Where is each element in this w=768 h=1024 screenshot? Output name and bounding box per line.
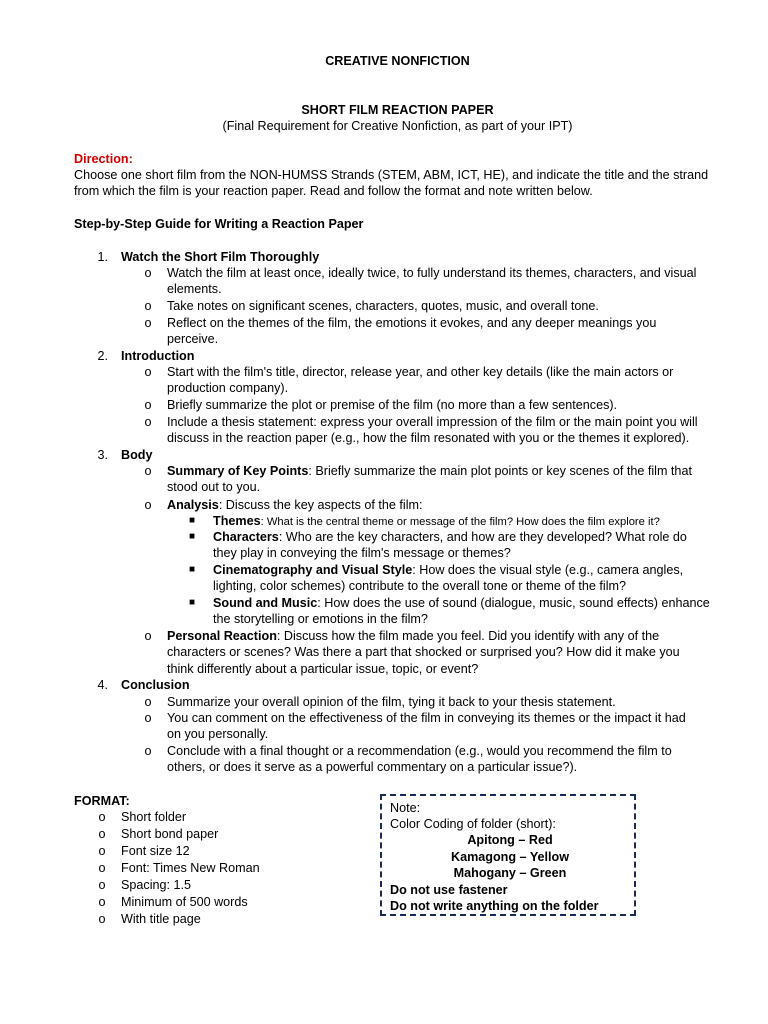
personal-text: : Discuss how the film made you feel. Did you identify with any of the xyxy=(276,629,660,643)
bullet-marker: o xyxy=(98,827,106,841)
step-title: Introduction xyxy=(121,349,195,363)
format-item: Minimum of 500 words xyxy=(121,895,248,909)
list-item: Reflect on the themes of the film, the emotions it evokes, and any deeper meanings you xyxy=(167,316,657,330)
bullet-marker: o xyxy=(144,398,152,412)
bullet-marker: o xyxy=(144,266,152,280)
step-number: 2. xyxy=(97,349,108,363)
list-item: Take notes on significant scenes, characters, quotes, music, and overall tone. xyxy=(167,299,599,313)
square-bullet-icon: ■ xyxy=(188,564,196,575)
summary-text: : Briefly summarize the main plot points or key scenes of the film that xyxy=(308,464,692,478)
note-rule-folder: Do not write anything on the folder xyxy=(390,899,599,913)
list-item: characters or scenes? Was there a part that shocked or surprised you? How did it make you xyxy=(167,645,680,659)
list-item: Include a thesis statement: express your overall impression of the film or the main point you will xyxy=(167,415,698,429)
sub-item xyxy=(213,595,710,612)
bullet-marker: o xyxy=(144,365,152,379)
direction-line-1: Choose one short film from the NON-HUMSS Strands (STEM, ABM, ICT, HE), and indicate the title and the strand xyxy=(74,168,709,182)
bullet-marker: o xyxy=(144,498,152,512)
note-box xyxy=(380,794,636,916)
bullet-marker: o xyxy=(144,299,152,313)
format-item: Font: Times New Roman xyxy=(121,861,260,875)
color-coding-label: Color Coding of folder (short): xyxy=(390,817,556,831)
list-item: elements. xyxy=(167,282,222,296)
square-bullet-icon: ■ xyxy=(188,597,196,608)
list-item xyxy=(167,628,659,645)
step-number: 4. xyxy=(97,678,108,692)
square-bullet-icon: ■ xyxy=(188,531,196,542)
bullet-marker: o xyxy=(98,895,106,909)
list-item xyxy=(167,497,423,514)
sub-item xyxy=(213,529,687,546)
bullet-marker: o xyxy=(98,861,106,875)
list-item: others, or does it serve as a powerful commentary on a particular issue?). xyxy=(167,760,578,774)
bullet-marker: o xyxy=(98,810,106,824)
color-kamagong: Kamagong – Yellow xyxy=(450,850,570,864)
sub-item-text: : What is the central theme or message of the film? How does the film explore it? xyxy=(260,516,660,528)
list-item: think differently about a particular issue, topic, or event? xyxy=(167,662,479,676)
list-item: on you personally. xyxy=(167,727,269,741)
sub-item-label: Sound and Music xyxy=(213,596,318,610)
direction-label: Direction: xyxy=(74,152,133,166)
guide-heading: Step-by-Step Guide for Writing a Reaction Paper xyxy=(74,217,364,231)
step-number: 1. xyxy=(97,250,108,264)
bullet-marker: o xyxy=(144,695,152,709)
sub-item: lighting, color schemes) contribute to the overall tone or theme of the film? xyxy=(213,579,627,593)
list-item: Watch the film at least once, ideally twice, to fully understand its themes, characters, and visual xyxy=(167,266,697,280)
sub-item-label: Cinematography and Visual Style xyxy=(213,563,413,577)
square-bullet-icon: ■ xyxy=(188,515,196,526)
list-item: Start with the film's title, director, release year, and other key details (like the main actors or xyxy=(167,365,674,379)
step-title: Conclusion xyxy=(121,678,190,692)
format-item: With title page xyxy=(121,912,201,926)
step-number: 3. xyxy=(97,448,108,462)
list-item: perceive. xyxy=(167,332,219,346)
list-item: production company). xyxy=(167,381,289,395)
direction-line-2: from which the film is your reaction paper. Read and follow the format and note written below. xyxy=(74,184,593,198)
document-title: CREATIVE NONFICTION xyxy=(325,54,470,68)
list-item: You can comment on the effectiveness of the film in conveying its themes or the impact it had xyxy=(167,711,686,725)
note-rule-fastener: Do not use fastener xyxy=(390,883,508,897)
analysis-text: : Discuss the key aspects of the film: xyxy=(218,498,423,512)
format-item: Short folder xyxy=(121,810,187,824)
bullet-marker: o xyxy=(144,711,152,725)
bullet-marker: o xyxy=(144,316,152,330)
summary-label: Summary of Key Points xyxy=(167,464,309,478)
color-mahogany: Mahogany – Green xyxy=(453,866,567,880)
list-item: Summarize your overall opinion of the film, tying it back to your thesis statement. xyxy=(167,695,616,709)
bullet-marker: o xyxy=(98,844,106,858)
step-title: Body xyxy=(121,448,153,462)
bullet-marker: o xyxy=(98,912,106,926)
step-title: Watch the Short Film Thoroughly xyxy=(121,250,320,264)
format-heading: FORMAT: xyxy=(74,794,130,808)
sub-item-text: : How does the visual style (e.g., camera angles, xyxy=(412,563,684,577)
bullet-marker: o xyxy=(144,415,152,429)
paper-title: SHORT FILM REACTION PAPER xyxy=(301,103,494,117)
list-item xyxy=(167,463,692,480)
sub-item-text: : Who are the key characters, and how are they developed? What role do xyxy=(278,530,687,544)
bullet-marker: o xyxy=(144,464,152,478)
list-item: discuss in the reaction paper (e.g., how the film resonated with you or the themes it explored). xyxy=(167,431,690,445)
note-label: Note: xyxy=(390,801,421,815)
analysis-label: Analysis xyxy=(167,498,219,512)
sub-item xyxy=(213,513,660,531)
sub-item-label: Characters xyxy=(213,530,279,544)
list-item: Briefly summarize the plot or premise of the film (no more than a few sentences). xyxy=(167,398,618,412)
bullet-marker: o xyxy=(144,629,152,643)
sub-item-label: Themes xyxy=(213,514,261,528)
sub-item: the storytelling or emotions in the film? xyxy=(213,612,428,626)
format-item: Font size 12 xyxy=(121,844,190,858)
list-item: stood out to you. xyxy=(167,480,261,494)
color-apitong: Apitong – Red xyxy=(467,833,553,847)
sub-item: they play in conveying the film's message or themes? xyxy=(213,546,511,560)
bullet-marker: o xyxy=(144,744,152,758)
format-item: Spacing: 1.5 xyxy=(121,878,192,892)
format-item: Short bond paper xyxy=(121,827,219,841)
personal-label: Personal Reaction xyxy=(167,629,277,643)
bullet-marker: o xyxy=(98,878,106,892)
sub-item xyxy=(213,562,683,579)
list-item: Conclude with a final thought or a recommendation (e.g., would you recommend the film to xyxy=(167,744,672,758)
sub-item-text: : How does the use of sound (dialogue, music, sound effects) enhance xyxy=(317,596,710,610)
paper-subtitle: (Final Requirement for Creative Nonfiction, as part of your IPT) xyxy=(222,119,573,133)
